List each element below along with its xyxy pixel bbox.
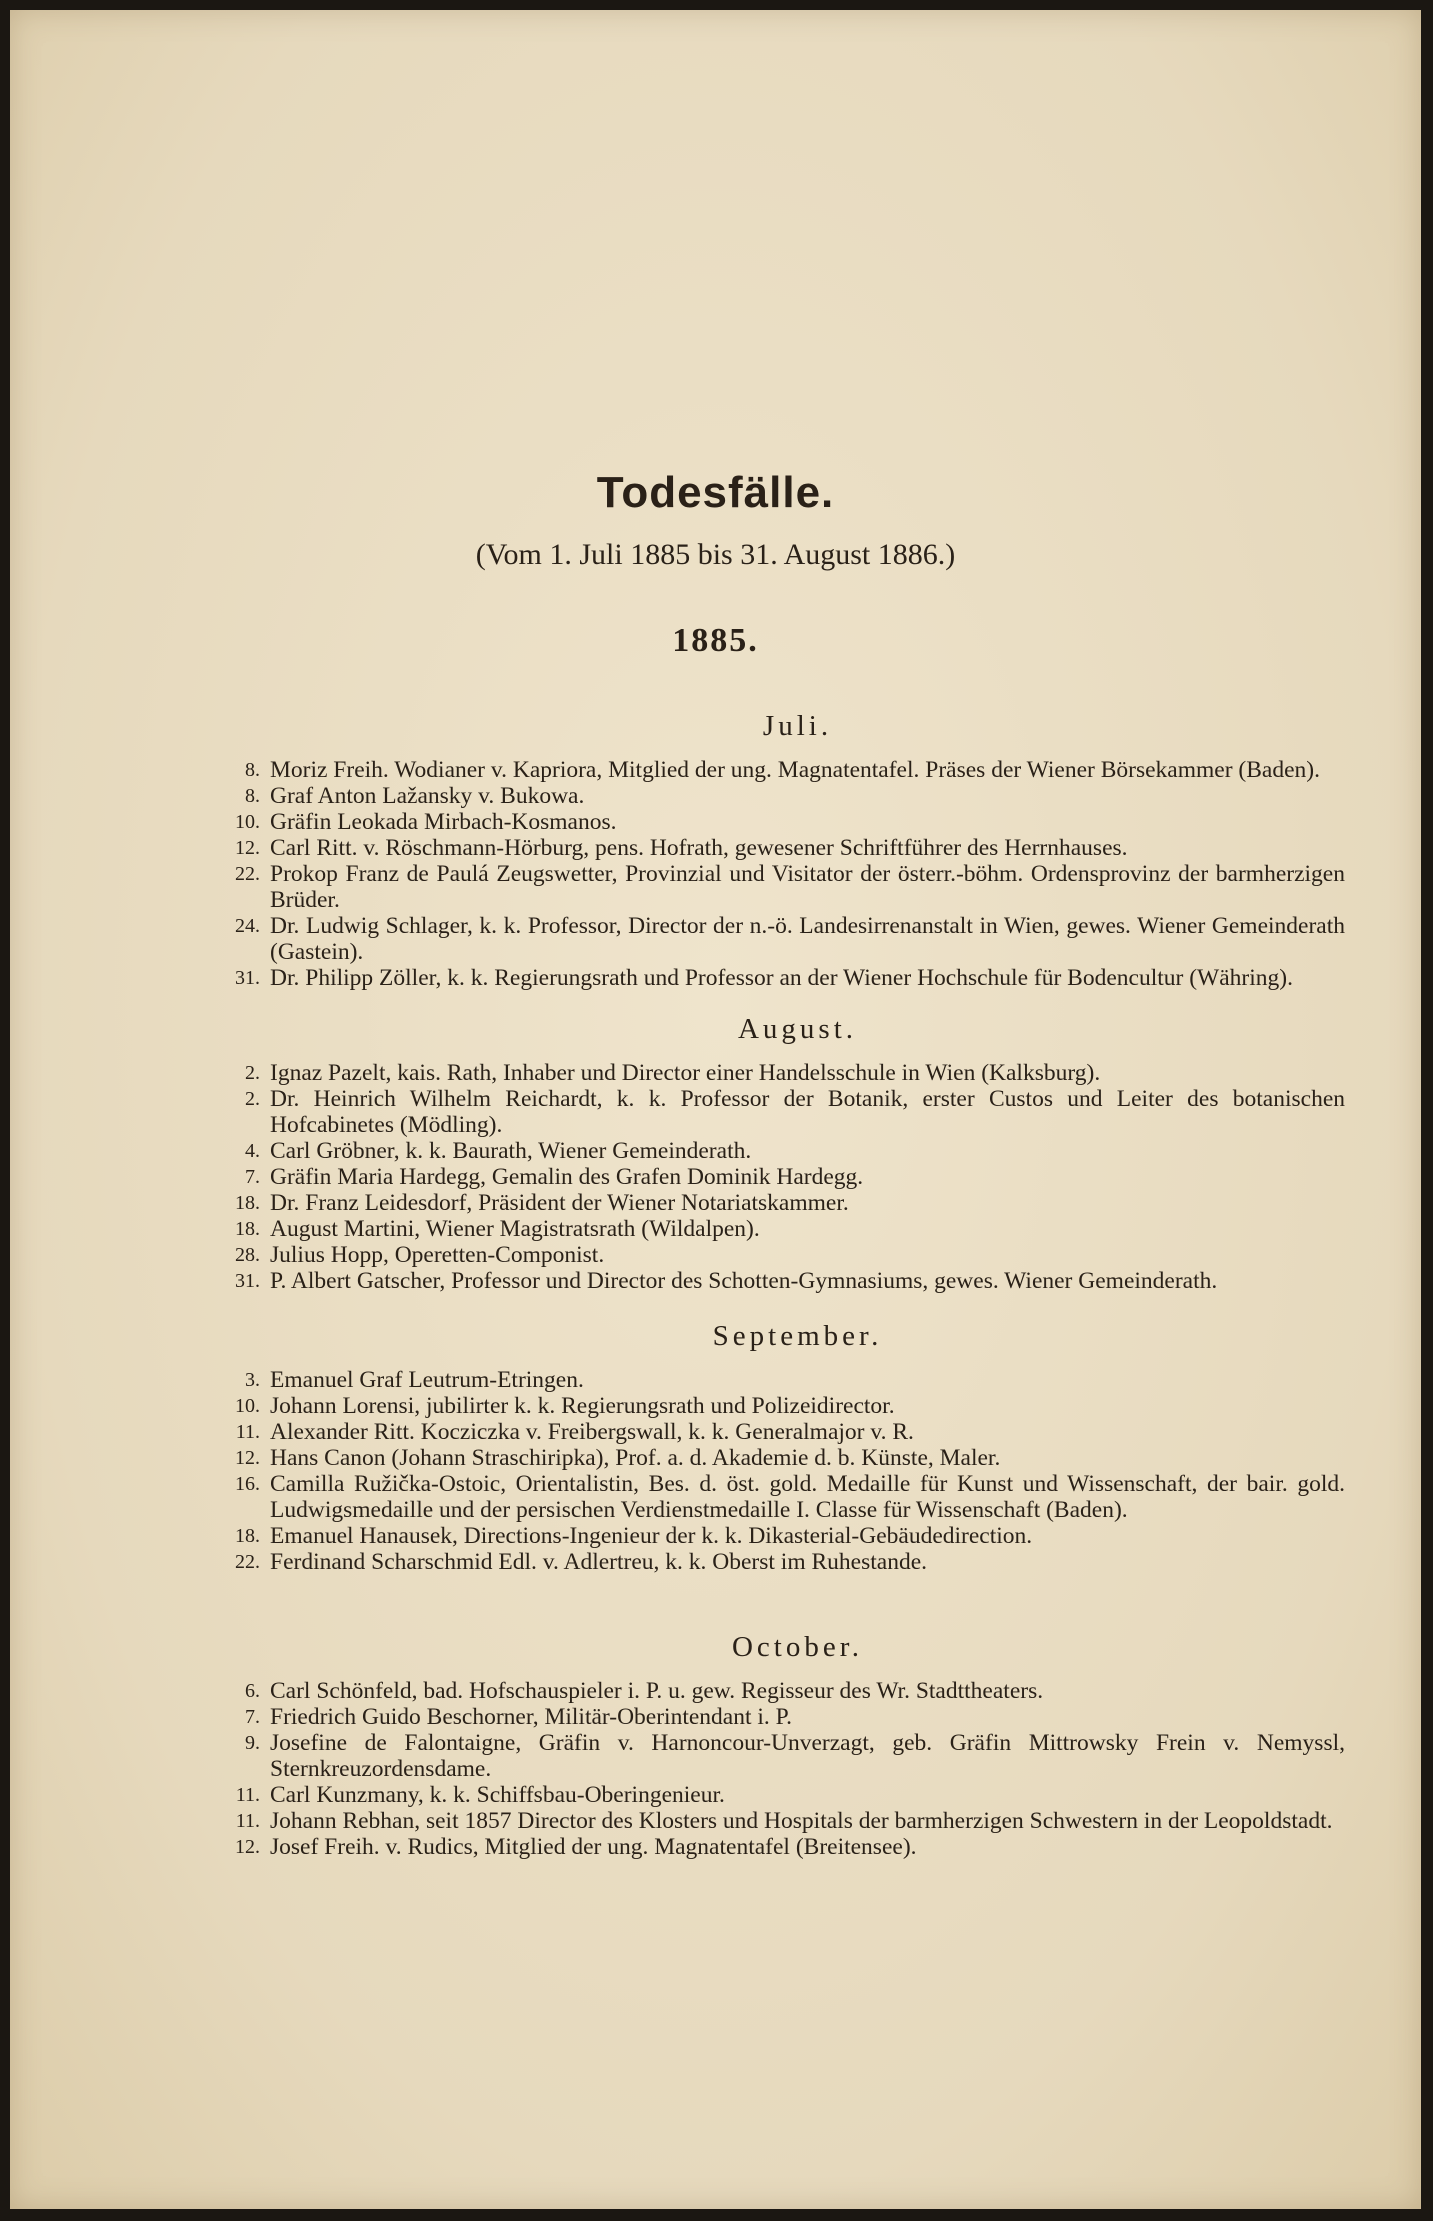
entry-text: Moriz Freih. Wodianer v. Kapriora, Mitglied der ung. Magnatentafel. Präses der Wiener Börsekammer (Baden). xyxy=(270,757,1320,783)
entry-text: Prokop Franz de Paulá Zeugswetter, Provinzial und Visitator der österr.-böhm. Ordensprovinz der barmherzigen Brüder. xyxy=(270,861,1345,913)
entry-day: 2. xyxy=(245,1062,260,1084)
entry-text: Alexander Ritt. Kocziczka v. Freibergswall, k. k. Generalmajor v. R. xyxy=(270,1419,914,1445)
entry-text: Josefine de Falontaigne, Gräfin v. Harnoncour-Unverzagt, geb. Gräfin Mittrowsky Frein v. Nemyssl, Sternkreuzordensdame. xyxy=(270,1730,1345,1782)
entry-text: Johann Lorensi, jubilirter k. k. Regierungsrath und Polizeidirector. xyxy=(270,1393,895,1419)
entry-day: 18. xyxy=(235,1525,260,1547)
list-item xyxy=(220,1808,1345,1834)
entry-text: Julius Hopp, Operetten-Componist. xyxy=(270,1242,605,1268)
list-item xyxy=(220,1704,1345,1730)
section-september xyxy=(220,1320,1345,1575)
date-range: (Vom 1. Juli 1885 bis 31. August 1886.) xyxy=(475,538,956,571)
entry-text: Carl Schönfeld, bad. Hofschauspieler i. P. u. gew. Regisseur des Wr. Stadttheaters. xyxy=(270,1678,1044,1704)
list-item xyxy=(220,1678,1345,1704)
entry-text: Josef Freih. v. Rudics, Mitglied der ung. Magnatentafel (Breitensee). xyxy=(270,1834,917,1860)
entry-day: 11. xyxy=(235,1784,260,1806)
list-item xyxy=(220,1834,1345,1860)
entry-day: 28. xyxy=(235,1244,260,1266)
entry-day: 12. xyxy=(235,1447,260,1469)
entry-text: Ferdinand Scharschmid Edl. v. Adlertreu, k. k. Oberst im Ruhestande. xyxy=(270,1549,928,1575)
entry-text: Ignaz Pazelt, kais. Rath, Inhaber und Director einer Handelsschule in Wien (Kalksburg). xyxy=(270,1060,1101,1086)
list-item xyxy=(220,1367,1345,1393)
entry-day: 8. xyxy=(245,785,260,807)
entry-day: 18. xyxy=(235,1218,260,1240)
list-item xyxy=(220,861,1345,913)
entry-day: 2. xyxy=(245,1088,260,1110)
entry-text: Carl Kunzmany, k. k. Schiffsbau-Oberingenieur. xyxy=(270,1782,725,1808)
entry-text: Carl Ritt. v. Röschmann-Hörburg, pens. Hofrath, gewesener Schriftführer des Herrnhauses. xyxy=(270,835,1128,861)
entry-day: 6. xyxy=(245,1680,260,1702)
entry-text: Hans Canon (Johann Straschiripka), Prof. a. d. Akademie d. b. Künste, Maler. xyxy=(270,1445,1001,1471)
entry-day: 31. xyxy=(235,1270,260,1292)
entry-text: Graf Anton Lažansky v. Bukowa. xyxy=(270,783,585,809)
entry-day: 22. xyxy=(235,863,260,885)
entry-text: Johann Rebhan, seit 1857 Director des Klosters und Hospitals der barmherzigen Schwestern in der Leopoldstadt. xyxy=(270,1808,1333,1834)
list-item xyxy=(220,783,1345,809)
list-item xyxy=(220,1549,1345,1575)
list-item xyxy=(220,809,1345,835)
entry-text: Friedrich Guido Beschorner, Militär-Oberintendant i. P. xyxy=(270,1704,793,1730)
entry-day: 7. xyxy=(245,1166,260,1188)
list-item xyxy=(220,1523,1345,1549)
entry-text: Emanuel Hanausek, Directions-Ingenieur der k. k. Dikasterial-Gebäudedirection. xyxy=(270,1523,1033,1549)
entry-text: Emanuel Graf Leutrum-Etringen. xyxy=(270,1367,584,1393)
section-august xyxy=(220,1013,1345,1294)
list-item xyxy=(220,1164,1345,1190)
list-item xyxy=(220,1419,1345,1445)
page-title: Todesfälle. xyxy=(596,468,835,517)
entry-day: 10. xyxy=(235,1395,260,1417)
entry-day: 10. xyxy=(235,811,260,833)
entry-day: 12. xyxy=(235,1836,260,1858)
entry-day: 8. xyxy=(245,759,260,781)
entry-day: 3. xyxy=(245,1369,260,1391)
entry-day: 9. xyxy=(245,1732,260,1754)
year-heading: 1885. xyxy=(672,622,759,659)
list-item xyxy=(220,1782,1345,1808)
entry-text: Gräfin Maria Hardegg, Gemalin des Grafen Dominik Hardegg. xyxy=(270,1164,864,1190)
entry-day: 11. xyxy=(235,1810,260,1832)
list-item xyxy=(220,1242,1345,1268)
entry-day: 7. xyxy=(245,1706,260,1728)
month-heading: August. xyxy=(737,1013,858,1045)
entry-day: 18. xyxy=(235,1192,260,1214)
section-juli xyxy=(220,710,1345,991)
list-item xyxy=(220,757,1345,783)
list-item xyxy=(220,835,1345,861)
entry-day: 16. xyxy=(235,1473,260,1495)
entry-text: Carl Gröbner, k. k. Baurath, Wiener Gemeinderath. xyxy=(270,1138,752,1164)
list-item xyxy=(220,1138,1345,1164)
list-item xyxy=(220,1190,1345,1216)
entry-day: 22. xyxy=(235,1551,260,1573)
month-heading: Juli. xyxy=(762,710,833,742)
section-october xyxy=(220,1631,1345,1860)
page xyxy=(10,10,1421,2209)
list-item xyxy=(220,1471,1345,1523)
list-item xyxy=(220,1393,1345,1419)
list-item xyxy=(220,965,1345,991)
list-item xyxy=(220,1445,1345,1471)
entry-text: P. Albert Gatscher, Professor und Director des Schotten-Gymnasiums, gewes. Wiener Gemeinderath. xyxy=(270,1268,1218,1294)
entry-day: 11. xyxy=(235,1421,260,1443)
entry-text: Dr. Ludwig Schlager, k. k. Professor, Director der n.-ö. Landesirrenanstalt in Wien, gewes. Wiener Gemeinderath (Gastein). xyxy=(270,913,1345,965)
entry-text: Camilla Ružička-Ostoic, Orientalistin, Bes. d. öst. gold. Medaille für Kunst und Wissenschaft, der bair. gold. Ludwigsmedaille und der persischen Verdienstmedaille I. Classe für Wissenschaft (Baden). xyxy=(270,1471,1345,1523)
entry-day: 24. xyxy=(235,915,260,937)
list-item xyxy=(220,1268,1345,1294)
entry-text: Gräfin Leokada Mirbach-Kosmanos. xyxy=(270,809,617,835)
entry-day: 4. xyxy=(245,1140,260,1162)
list-item xyxy=(220,1060,1345,1086)
list-item xyxy=(220,1086,1345,1138)
entry-day: 12. xyxy=(235,837,260,859)
entry-text: Dr. Franz Leidesdorf, Präsident der Wiener Notariatskammer. xyxy=(270,1190,849,1216)
entry-text: Dr. Philipp Zöller, k. k. Regierungsrath und Professor an der Wiener Hochschule für Bodencultur (Währing). xyxy=(270,965,1293,991)
list-item xyxy=(220,1730,1345,1782)
entry-text: August Martini, Wiener Magistratsrath (Wildalpen). xyxy=(270,1216,760,1242)
death-list xyxy=(220,710,1345,1860)
list-item xyxy=(220,913,1345,965)
month-heading: September. xyxy=(712,1320,883,1352)
entry-text: Dr. Heinrich Wilhelm Reichardt, k. k. Professor der Botanik, erster Custos und Leiter des botanischen Hofcabinetes (Mödling). xyxy=(270,1086,1345,1138)
list-item xyxy=(220,1216,1345,1242)
entry-day: 31. xyxy=(235,967,260,989)
month-heading: October. xyxy=(731,1631,864,1663)
